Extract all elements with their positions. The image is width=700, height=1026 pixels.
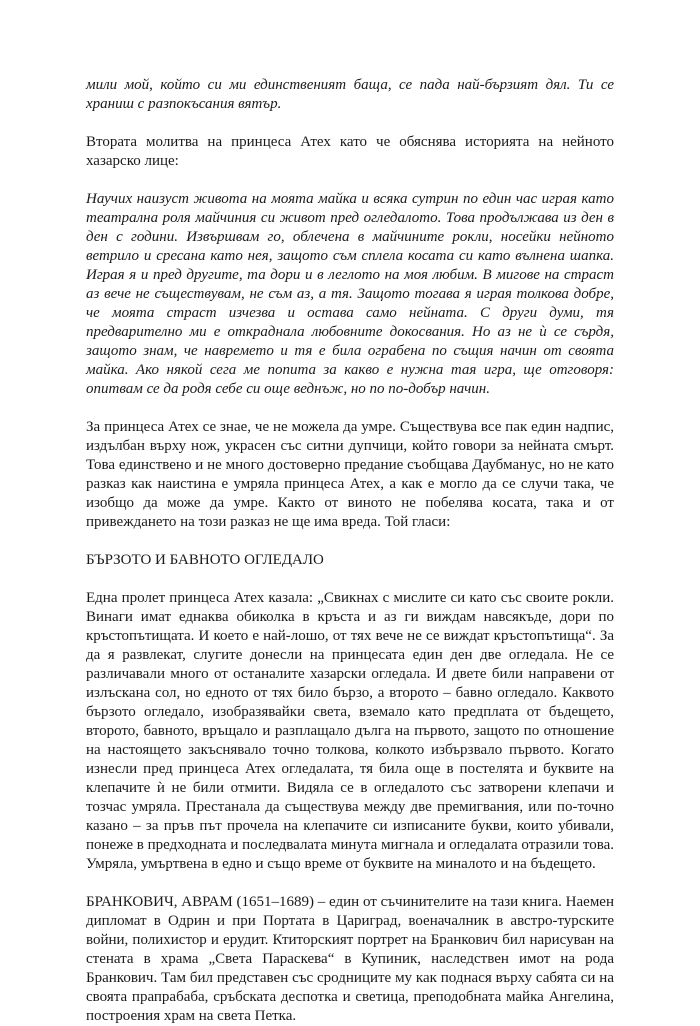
section-heading: БЪРЗОТО И БАВНОТО ОГЛЕДАЛО — [86, 552, 324, 568]
brankovich-entry: БРАНКОВИЧ, АВРАМ (1651–1689) – един от съчинителите на тази книга. Наемен дипломат в Одрин и при Портата в Цариград, военачалник в австро-турските войни, полихистор и ерудит. Ктиторският портрет на Бранкович бил нарисуван на стената в храма „Света Параскева“ в Купиник, наследствен имот на рода Бранкович. Там бил представен със сродниците му как поднася върху сабята си на своята прапрабаба, сръбската деспотка и светица, преподобната майка Ангелина, построения храм на света Петка. — [86, 894, 614, 1024]
mirror-story: Една пролет принцеса Атех казала: „Свикнах с мислите си като със своите рокли. Винаги имат еднаква обиколка в кръста и аз ги виждам навсякъде, дори по кръстопътищата. И което е най-лошо, от тях вече не се виждат кръстопътища“. За да я развлекат, слугите донесли на принцесата един ден две огледала. Не се различавали много от останалите хазарски огледала. И двете били направени от излъскана сол, но едното от тях било бързо, а второто – бавно огледало. Каквото бързото огледало, изобразявайки света, вземало като предплата от бъдещето, второто, бавното, връщало и разплащало дълга на първото, защото по отношение на настоящето закъснявало точно толкова, колкото избързвало първото. Когато изнесли пред принцеса Атех огледалата, тя била още в постелята и буквите на клепачите ѝ не били отмити. Видяла се в огледалото със затворени клепачи и тозчас умряла. Престанала да съществува между две премигвания, или по-точно казано – за пръв път прочела на клепачите си изписаните букви, които убивали, понеже в предходната и последвалата минута мигнала и огледалата отразили това. Умряла, умъртвена в едно и също време от буквите на миналото и на бъдещето. — [86, 590, 614, 872]
second-prayer-text: Научих наизуст живота на моята майка и всяка сутрин по един час играя като театрална роля майчиния си живот пред огледалото. Това продължава из ден в ден с години. Извършвам го, облечена в майчините рокли, носейки нейното ветрило и сресана като нея, защото съм сплела косата си като вълнена шапка. Играя я и пред другите, та дори и в леглото на моя любим. В мигове на страст аз вече не съществувам, не съм аз, а тя. Защото тогава я играя толкова добре, че моята страст изчезва и остава само нейната. С други думи, тя предварително ми е откраднала любовните докосвания. Но аз не ѝ се сърдя, защото знам, че навремето и тя е била ограбена по същия начин от своята майка. Ако някой сега ме попита за какво е нужна тая игра, ще отговоря: опитвам се да родя себе си още веднъж, но по по-добър начин. — [86, 191, 614, 397]
second-prayer-intro: Втората молитва на принцеса Атех като че обяснява историята на нейното хазарско лице: — [86, 134, 614, 169]
prayer-continuation: мили мой, който си ми единственият баща, се пада най-бързият дял. Ти се храниш с разпокъсания вятър. — [86, 77, 614, 112]
death-paragraph: За принцеса Атех се знае, че не можела да умре. Съществува все пак един надпис, издълбан върху нож, украсен със ситни дупчици, който говори за нейната смърт. Това единствено и не много достоверно предание съобщава Даубманус, но не като разказ как наистина е умряла принцеса Атех, а как е могло да се случи така, че изобщо да може да умре. Както от виното не побелява косата, така и от привеждането на този разказ не ще има вреда. Той гласи: — [86, 419, 614, 530]
